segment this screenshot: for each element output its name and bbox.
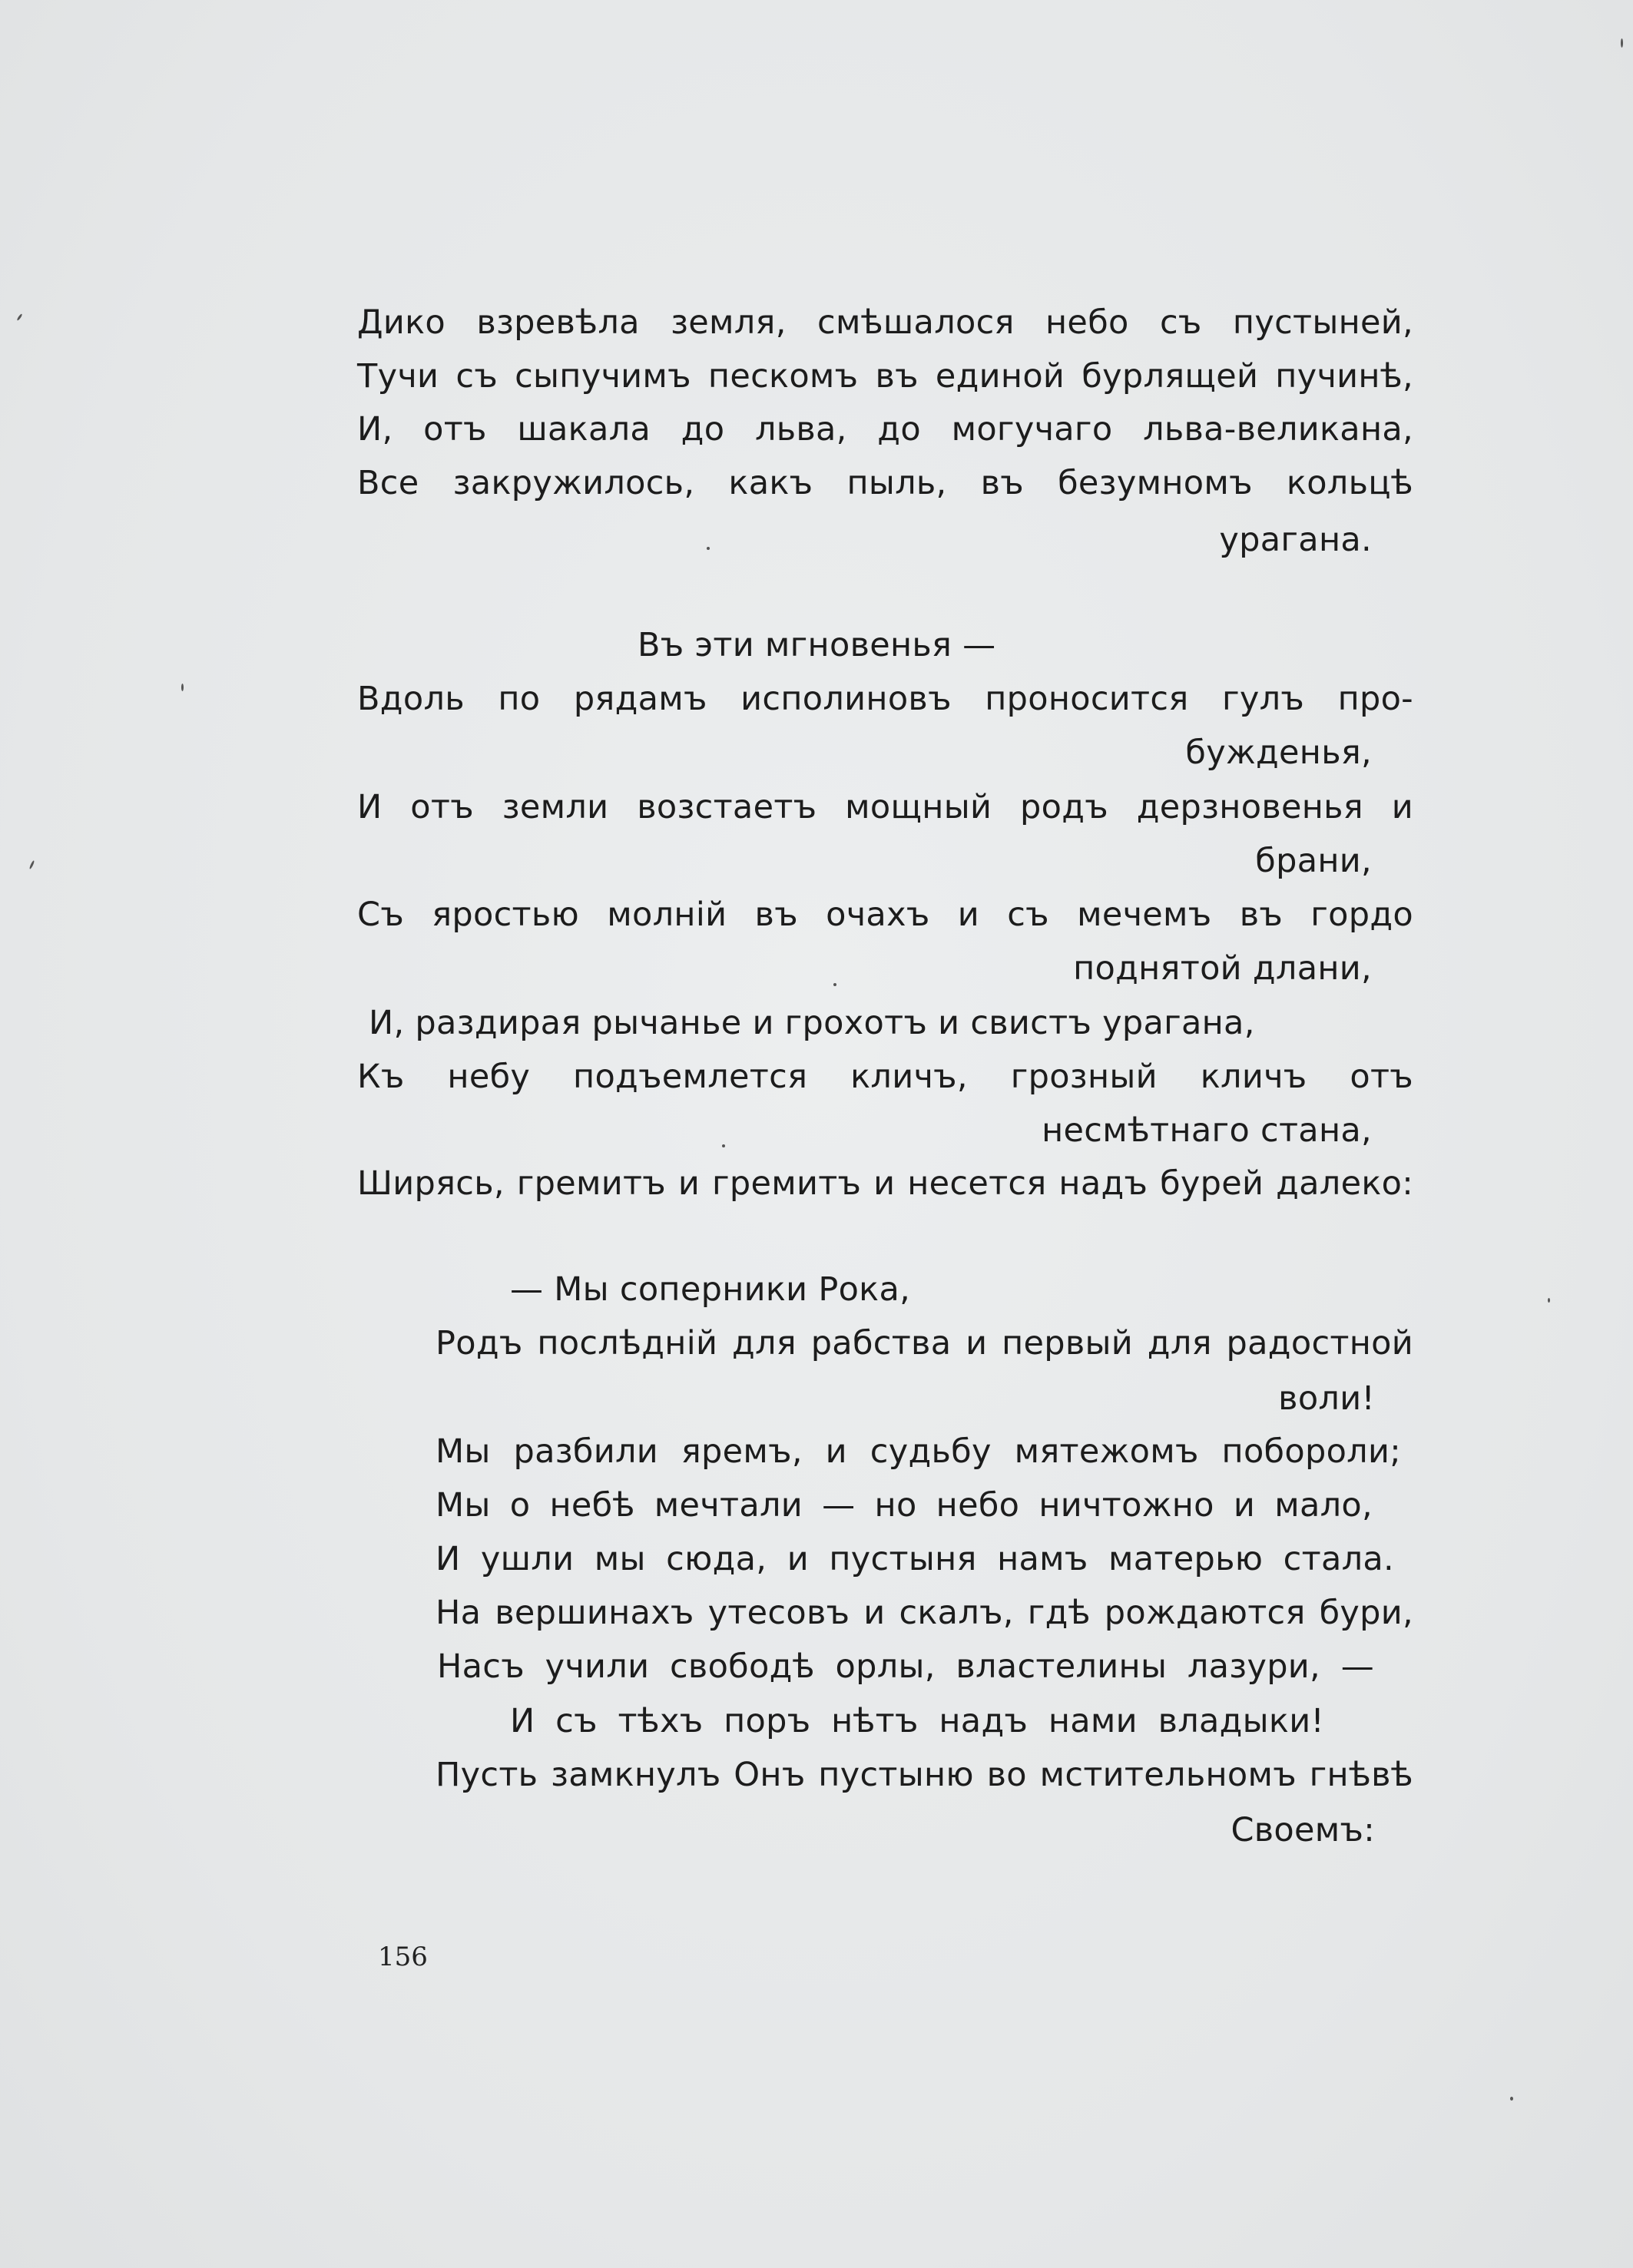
poem-line: Тучи съ сыпучимъ пескомъ въ единой бурлящей пучинѣ, [357, 357, 1413, 396]
paper-speck [833, 983, 836, 986]
paper-speck [1510, 2097, 1513, 2101]
poem-stanza-intro: — Мы соперники Рока, [510, 1270, 911, 1309]
poem-line-continuation: несмѣтнаго стана, [1042, 1111, 1372, 1150]
poem-line: Вдоль по рядамъ исполиновъ проносится гулъ про- [357, 680, 1413, 718]
poem-line: И отъ земли возстаетъ мощный родъ дерзновенья и [357, 788, 1413, 826]
poem-stanza-intro: Въ эти мгновенья — [638, 626, 996, 664]
poem-line: Мы о небѣ мечтали — но небо ничтожно и мало, [436, 1486, 1373, 1525]
paper-speck [181, 684, 184, 691]
poem-line: И съ тѣхъ поръ нѣтъ надъ нами владыки! [510, 1702, 1324, 1740]
poem-line-continuation: брани, [1255, 842, 1372, 880]
poem-line: Родъ послѣдній для рабства и первый для радостной [436, 1324, 1413, 1362]
paper-speck [29, 860, 35, 869]
poem-line: Все закружилось, какъ пыль, въ безумномъ кольцѣ [357, 464, 1413, 502]
paper-speck [1621, 38, 1623, 48]
paper-speck [1548, 1298, 1550, 1303]
poem-line-continuation: урагана. [1219, 521, 1372, 559]
poem-line: И ушли мы сюда, и пустыня намъ матерью стала. [436, 1540, 1394, 1578]
poem-line: На вершинахъ утесовъ и скалъ, гдѣ рождаются бури, [436, 1594, 1413, 1632]
poem-line: Къ небу подъемлется кличъ, грозный кличъ отъ [357, 1058, 1413, 1096]
paper-speck [707, 547, 710, 550]
poem-line-continuation: воли! [1278, 1379, 1375, 1418]
poem-line-continuation: поднятой длани, [1073, 949, 1372, 988]
poem-line: Дико взревѣла земля, смѣшалося небо съ пустыней, [357, 303, 1413, 342]
poem-line: Мы разбили яремъ, и судьбу мятежомъ побороли; [436, 1432, 1401, 1471]
paper-speck [722, 1144, 725, 1147]
poem-line: Пусть замкнулъ Онъ пустыню во мстительномъ гнѣвѣ [436, 1756, 1413, 1794]
poem-line-continuation: Своемъ: [1231, 1811, 1375, 1849]
poem-line: Ширясь, гремитъ и гремитъ и несется надъ бурей далеко: [357, 1164, 1413, 1203]
page-number: 156 [378, 1942, 428, 1972]
poem-line: И, раздирая рычанье и грохотъ и свистъ урагана, [369, 1004, 1255, 1042]
poem-line: Насъ учили свободѣ орлы, властелины лазури, — [437, 1647, 1374, 1686]
poem-line: И, отъ шакала до льва, до могучаго льва-великана, [357, 410, 1413, 449]
poem-line: Съ яростью молній въ очахъ и съ мечемъ въ гордо [357, 896, 1413, 934]
paper-speck [16, 313, 22, 321]
poem-line-continuation: бужденья, [1185, 733, 1372, 772]
